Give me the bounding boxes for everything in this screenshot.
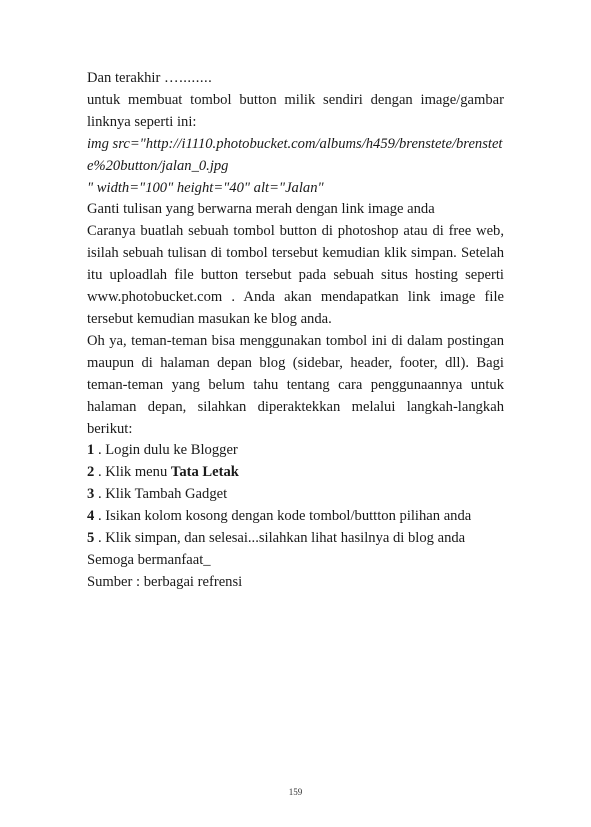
- page-content: [87, 68, 504, 594]
- step-5: [87, 528, 504, 550]
- step-text: . Isikan kolom kosong dengan kode tombol/buttton pilihan anda: [94, 508, 472, 525]
- step-number: 1: [87, 442, 95, 459]
- instruction-text: untuk membuat tombol button milik sendiri dengan image/gambar linknya seperti ini:: [87, 91, 504, 130]
- step-text: . Klik simpan, dan selesai...silahkan lihat hasilnya di blog anda: [94, 530, 466, 547]
- closing-text: Semoga bermanfaat_: [87, 551, 211, 568]
- step-text: . Klik Tambah Gadget: [94, 486, 228, 503]
- step-number: 5: [87, 530, 95, 547]
- code-line-2: " width="100" height="40" alt="Jalan": [87, 179, 324, 196]
- note-text: Ganti tulisan yang berwarna merah dengan link image anda: [87, 201, 435, 218]
- step-number: 2: [87, 464, 95, 481]
- intro-dots: …........: [164, 70, 213, 86]
- page-number: 159: [288, 787, 303, 797]
- paragraph-1: Caranya buatlah sebuah tombol button di photoshop atau di free web, isilah sebuah tulisan di tombol tersebut kemudian klik simpan. Setelah itu uploadlah file button tersebut pada sebuah situs hosting seperti www.photobucket.com . Anda akan mendapatkan link image file tersebut kemudian masukan ke blog anda.: [87, 223, 504, 327]
- step-number: 4: [87, 508, 95, 525]
- code-line-1: img src="http://i1110.photobucket.com/albums/h459/brenstete/brenstete%20button/jalan_0.jpg: [87, 135, 503, 174]
- step-4: [87, 506, 504, 528]
- intro-text: Dan terakhir: [87, 70, 164, 86]
- step-bold-text: Tata Letak: [170, 464, 239, 481]
- step-2: [87, 462, 504, 484]
- intro-line: [87, 68, 504, 90]
- step-text: . Login dulu ke Blogger: [94, 442, 238, 459]
- step-1: [87, 440, 504, 462]
- step-number: 3: [87, 486, 95, 503]
- step-3: [87, 484, 504, 506]
- paragraph-2: Oh ya, teman-teman bisa menggunakan tombol ini di dalam postingan maupun di halaman depan blog (sidebar, header, footer, dll). Bagi teman-teman yang belum tahu tentang cara penggunaannya untuk halaman depan, silahkan diperaktekkan melalui langkah-langkah berikut:: [87, 332, 504, 437]
- source-text: Sumber : berbagai refrensi: [87, 573, 243, 590]
- step-text: . Klik menu: [94, 464, 171, 481]
